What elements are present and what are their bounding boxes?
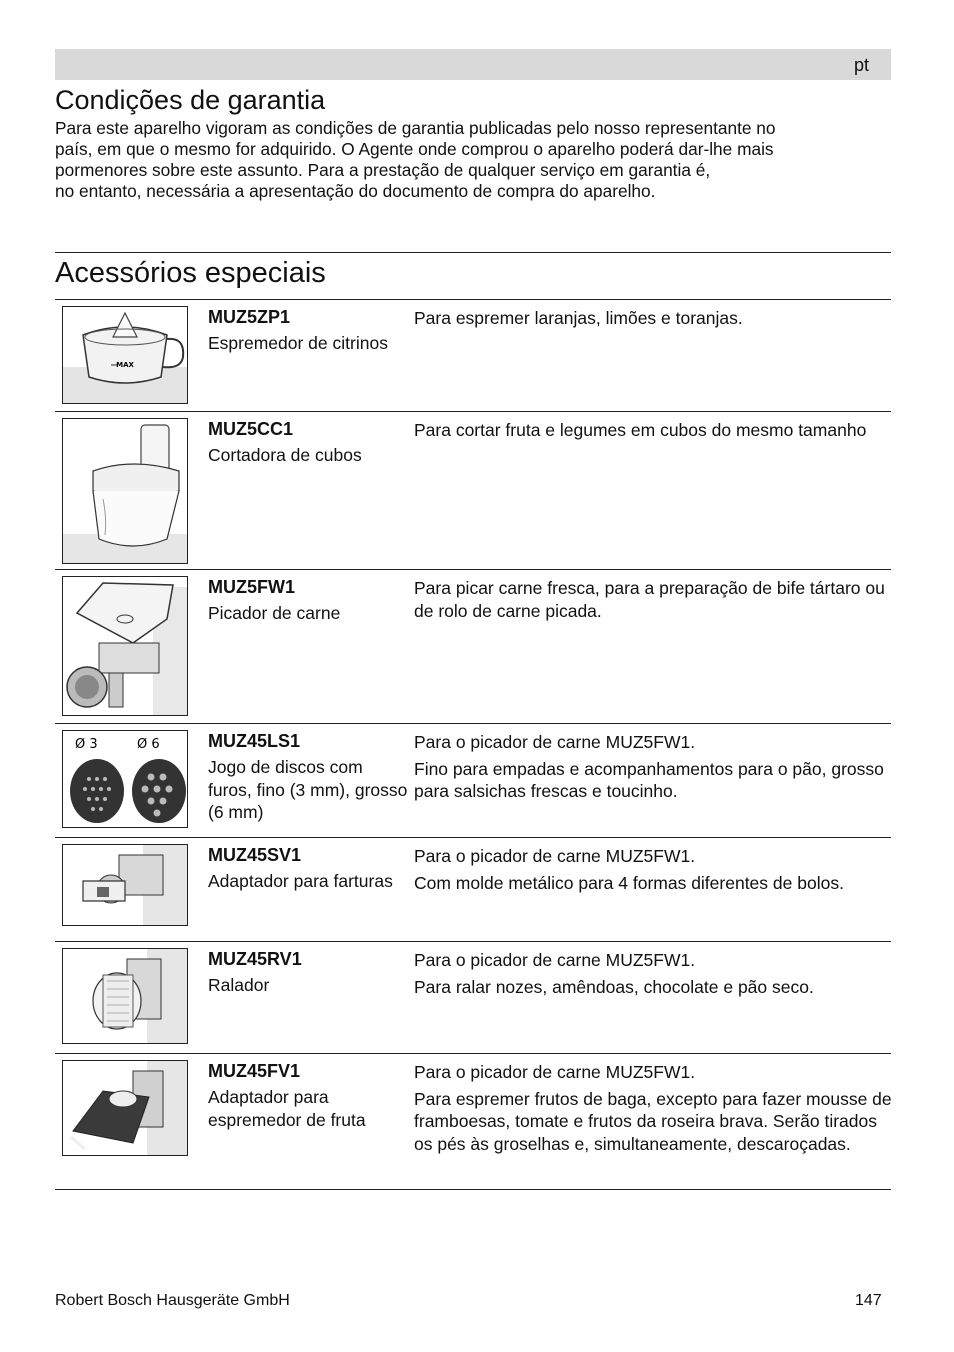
citrus-press-icon [62,306,188,404]
description-paragraph: Para picar carne fresca, para a preparação de bife tártaro ou de rolo de carne picada. [414,578,885,621]
accessory-name: Adaptador para espremedor de fruta [208,1087,366,1130]
accessory-description [414,419,894,446]
accessory-code: MUZ45SV1 [208,845,302,865]
accessory-row [55,941,891,1053]
accessory-description [414,577,894,626]
page-number: 147 [855,1292,882,1309]
accessory-name: Adaptador para farturas [208,871,393,891]
accessory-description [414,845,894,898]
accessory-row [55,1053,891,1189]
accessory-description [414,1061,894,1159]
accessory-code: MUZ5FW1 [208,577,295,597]
accessory-name: Jogo de discos com furos, fino (3 mm), grosso (6 mm) [208,757,408,822]
description-paragraph: Fino para empadas e acompanhamentos para o pão, grosso para salsichas frescas e toucinho. [414,758,884,801]
section-divider [55,252,891,253]
accessory-name: Picador de carne [208,603,341,623]
accessory-code: MUZ45RV1 [208,949,302,969]
disc-label-coarse: Ø 6 [137,737,160,752]
dicer-icon [62,418,188,564]
description-paragraph: Com molde metálico para 4 formas diferentes de bolos. [414,872,844,893]
accessory-code: MUZ5ZP1 [208,307,291,327]
accessory-name: Cortadora de cubos [208,445,362,465]
description-paragraph: Para o picador de carne MUZ5FW1. [414,950,696,970]
warranty-line: país, em que o mesmo for adquirido. O Agente onde comprou o aparelho poderá dar-lhe mais [55,139,774,159]
perforated-discs-icon [62,730,188,828]
description-paragraph: Para o picador de carne MUZ5FW1. [414,732,696,752]
table-bottom-rule [55,1189,891,1190]
warranty-line: no entanto, necessária a apresentação do documento de compra do aparelho. [55,181,656,201]
accessory-code: MUZ45LS1 [208,731,301,751]
accessory-code: MUZ45FV1 [208,1061,301,1081]
meat-mincer-icon [62,576,188,716]
warranty-line: Para este aparelho vigoram as condições de garantia publicadas pelo nosso representante no [55,118,776,138]
accessories-title: Acessórios especiais [55,257,326,289]
accessory-row [55,569,891,723]
description-paragraph: Para espremer frutos de baga, excepto para fazer mousse de framboesas, tomate e frutos da roseira brava. Serão tirados os pés às groselhas e, simultaneamente, descaroçadas. [414,1088,892,1154]
description-paragraph: Para o picador de carne MUZ5FW1. [414,846,696,866]
footer-company: Robert Bosch Hausgeräte GmbH [55,1292,290,1309]
language-code: pt [853,55,869,75]
fruit-press-icon [62,1060,188,1156]
description-paragraph: Para cortar fruta e legumes em cubos do mesmo tamanho [414,420,867,440]
accessory-name: Ralador [208,975,270,995]
description-paragraph: Para ralar nozes, amêndoas, chocolate e pão seco. [414,976,814,997]
accessory-row [55,723,891,837]
warranty-title: Condições de garantia [55,85,326,115]
accessory-row [55,837,891,941]
accessory-code: MUZ5CC1 [208,419,294,439]
description-paragraph: Para o picador de carne MUZ5FW1. [414,1062,696,1082]
accessory-row [55,411,891,569]
accessory-name: Espremedor de citrinos [208,333,388,353]
grater-icon [62,948,188,1044]
warranty-text [55,118,900,202]
disc-label-fine: Ø 3 [75,737,98,752]
accessory-description [414,307,894,334]
description-paragraph: Para espremer laranjas, limões e toranjas. [414,308,743,328]
warranty-line: pormenores sobre este assunto. Para a prestação de qualquer serviço em garantia é, [55,160,711,180]
pastry-adapter-icon [62,844,188,926]
language-bar [55,49,891,80]
accessory-description [414,731,894,807]
accessory-description [414,949,894,1002]
accessory-row [55,299,891,411]
max-label: MAX [116,361,134,369]
